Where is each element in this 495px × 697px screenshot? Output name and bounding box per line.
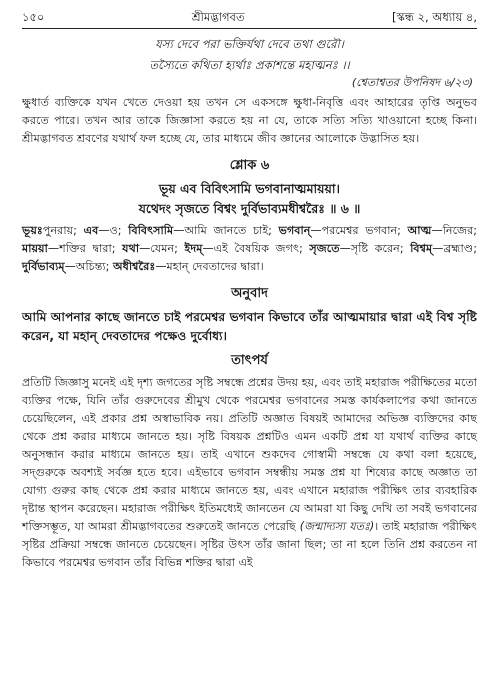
synonym-meaning: —সৃষ্টি করেন;	[339, 242, 411, 255]
page-number: ১৫০	[22, 10, 45, 24]
synonym-term: সৃজতে	[309, 242, 340, 255]
synonym-meaning: —অচিন্ত্য;	[64, 259, 113, 273]
sloka-line-1: ভূয় এব বিবিৎসামি ভগবানাত্মমায়য়া।	[159, 181, 340, 197]
synonym-term: বিবিৎসামি	[128, 224, 174, 238]
synonym-meaning: —ব্রহ্মাণ্ড;	[432, 242, 477, 255]
page-header	[22, 8, 477, 29]
sloka-line-2: যথেদং সৃজতে বিশ্বং দুর্বিভাব্যমধীশ্বরৈঃ ॥ ৬ ॥	[138, 200, 361, 216]
quote-line-1: যস্য দেবে পরা ভক্তির্যথা দেবে তথা গুরৌ।	[155, 37, 344, 52]
synonym-meaning: —পরমেশ্বর ভগবান;	[310, 224, 408, 238]
synonym-term: ইদম্	[184, 242, 203, 255]
synonym-term: যথা	[122, 242, 140, 255]
chapter-reference: [স্কন্ধ ২, অধ্যায় ৪,	[392, 10, 477, 24]
synonym-term: অধীশ্বরৈঃ	[112, 259, 156, 273]
quote-source: (শ্বেতাশ্বতর উপনিষদ ৬/২৩)	[351, 76, 473, 90]
sloka-title: শ্লোক ৬	[229, 157, 270, 173]
purport-citation: (জন্মাদ্যস্য যতঃ)	[299, 520, 375, 533]
synonym-meaning: —এই বৈষয়িক জগৎ;	[202, 242, 310, 255]
translation-title: অনুবাদ	[231, 285, 268, 301]
synonym-meaning: —আমি জানতে চাই;	[173, 224, 279, 238]
synonym-meaning: —ও;	[98, 224, 129, 238]
purport-text	[22, 374, 477, 572]
synonym-term: বিশ্বম্	[410, 242, 433, 255]
synonym-meaning: —যেমন;	[139, 242, 185, 255]
synonym-meaning: —শক্তির দ্বারা;	[47, 242, 123, 255]
synonym-term: ভগবান্	[278, 224, 311, 238]
quote-line-2: তস্যৈতে কথিতা হ্যর্থাঃ প্রকাশন্তে মহাত্মনঃ ।।	[149, 57, 350, 72]
intro-paragraph: ক্ষুধার্ত ব্যক্তিকে যখন খেতে দেওয়া হয় তখন সে একসঙ্গে ক্ষুধা-নিবৃত্তি এবং আহারের তৃপ্তি অনুভব করতে পারে। তখন আর তাকে জিজ্ঞাসা করতে হয় না যে, তাকে সত্যি সত্যি খাওয়ানো হচ্ছে কিনা। শ্রীমদ্ভাগবত শ্রবণের যথার্থ ফল হচ্ছে যে, তার মাধ্যমে জীব জ্ঞানের আলোকে উদ্ভাসিত হয়।	[22, 95, 477, 145]
synonym-term: ভূয়ঃ	[22, 224, 43, 238]
synonym-term: আত্ম	[407, 224, 432, 238]
synonym-term: মায়য়া	[22, 242, 48, 255]
sloka-verse	[22, 179, 477, 218]
translation-text: আমি আপনার কাছে জানতে চাই পরমেশ্বর ভগবান কিভাবে তাঁর আত্মমায়ার দ্বারা এই বিশ্ব সৃষ্টি করেন, যা মহান্ দেবতাদের পক্ষেও দুর্বোধ্য।	[22, 309, 477, 343]
synonyms-paragraph	[22, 222, 477, 276]
synonym-meaning: পুনরায়;	[42, 224, 84, 238]
synonym-meaning: —নিজের;	[431, 224, 477, 238]
synonym-term: দুর্বিভাব্যম্	[22, 259, 65, 273]
synonym-meaning: —মহান্ দেবতাদের দ্বারা।	[155, 259, 264, 273]
book-title: শ্রীমদ্ভাগবত	[191, 10, 245, 24]
purport-title: তাৎপর্য	[231, 353, 268, 369]
purport-body-continued: । তাই মহারাজ পরীক্ষিৎ সৃষ্টির প্রক্রিয়া সম্বন্ধে জানতে চেয়েছেন। সৃষ্টির উৎস তাঁর জানা ছিল; তা না হলে তিনি প্রশ্ন করতেন না কিভাবে পরমেশ্বর ভগবান তাঁর বিভিন্ন শক্তির দ্বারা এই	[22, 520, 477, 569]
synonym-term: এব	[83, 224, 99, 238]
purport-body: প্রতিটি জিজ্ঞাসু মনেই এই দৃশ্য জগতের সৃষ্টি সম্বন্ধে প্রশ্নের উদয় হয়, এবং তাই মহারাজ পরীক্ষিতের মতো ব্যক্তির পক্ষে, যিনি তাঁর গুরুদেবের শ্রীমুখ থেকে পরমেশ্বর ভগবানের সমস্ত কার্যকলাপের কথা জানতে চেয়েছিলেন, এই প্রকার প্রশ্ন অস্বাভাবিক নয়। প্রতিটি অজ্ঞাত বিষয়ই আমাদের অভিজ্ঞ ব্যক্তিদের কাছ থেকে প্রশ্ন করার মাধ্যমে জানতে হয়। সৃষ্টি বিষয়ক প্রশ্নটিও এমন একটি প্রশ্ন যা যথার্থ ব্যক্তির কাছে অনুসন্ধান করার মাধ্যমে জানতে হয়। তাই এখানে শুকদেব গোস্বামী সম্বন্ধে যে কথা বলা হয়েছে, সদ্‌গুরুকে অবশ্যই সর্বজ্ঞ হতে হবে। এইভাবে ভগবান সম্বন্ধীয় সমস্ত প্রশ্ন যা শিষ্যের কাছে অজ্ঞাত তা যোগ্য গুরুর কাছ থেকে প্রশ্ন করার মাধ্যমে জানতে হয়, এবং এখানে মহারাজ পরীক্ষিৎ তার ব্যবহারিক দৃষ্টান্ত স্থাপন করেছেন। মহারাজ পরীক্ষিৎ ইতিমধ্যেই জানতেন যে আমরা যা কিছু দেখি তা সবই ভগবানের শক্তিসম্ভূত, যা আমরা শ্রীমদ্ভাগবতের শুরুতেই জানতে পেরেছি	[22, 376, 477, 533]
